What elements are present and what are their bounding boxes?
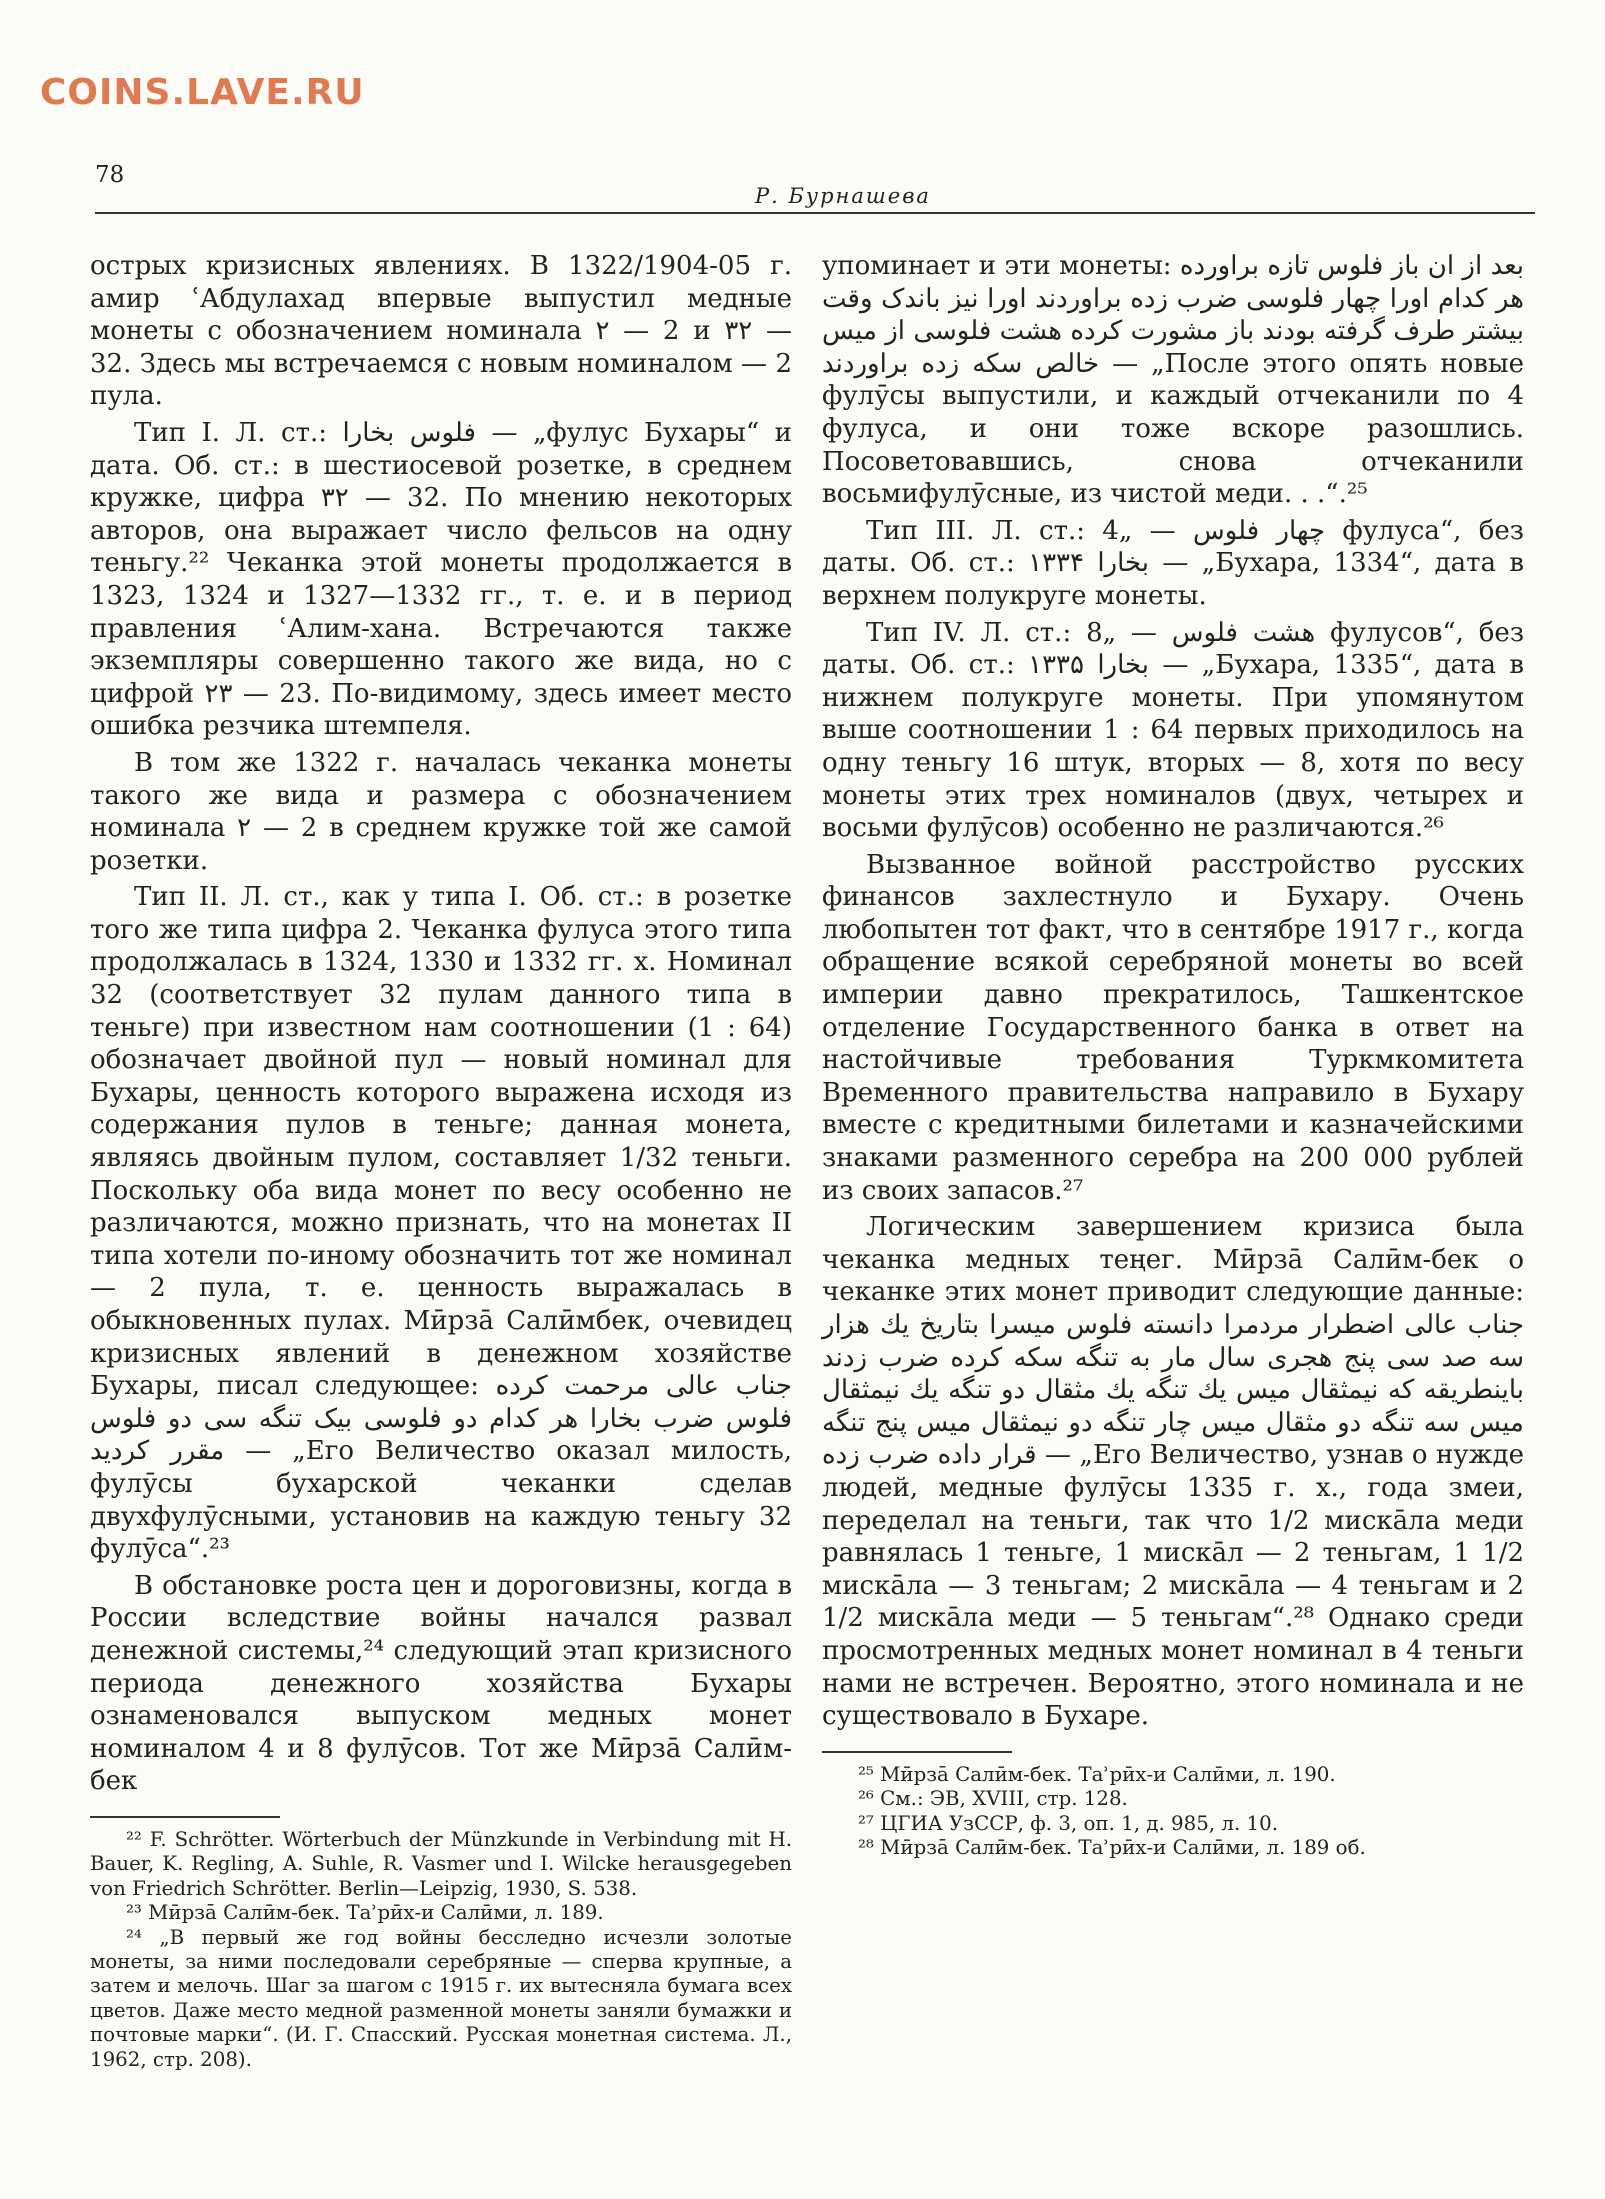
footnote: ²⁵ Мӣрза̄ Салӣм-бек. Таʾрӣх-и Салӣми, л. 190.: [858, 1762, 1336, 1786]
paragraph: В обстановке роста цен и дороговизны, когда в России вследствие войны начался развал денежной системы,²⁴ следующий этап кризисного периода денежного хозяйства Бухары ознаменовался выпуском медных монет номиналом 4 и 8 фулӯсов. Тот же Мӣрза̄ Салӣм-бек: [90, 1570, 792, 1797]
left-column: [90, 250, 792, 2072]
paragraph: Логическим завершением кризиса была чеканка медных теңег. Мӣрза̄ Салӣм-бек о чеканке этих монет приводит следующие данные: جناب عالی اضطرار مردمرا دانسته فلوس میسرا بتاریخ یك هزار سه صد سی پنج هجری سال مار به تنگه سکه کرده ضرب زدند باینطریقه که نیمثقال میس یك تنگه یك مثقال دو تنگه یك نیمثقال میس سه تنگه دو مثقال میس چار تنگه دو نیمثقال میس پنج تنگه قرار داده ضرب زده — „Его Величество, узнав о нужде людей, медные фулӯсы 1335 г. х., года змеи, переделал на теньги, так что 1/2 миска̄ла меди равнялась 1 теньге, 1 миска̄л — 2 теньгам, 1 1/2 миска̄ла — 3 теньгам; 2 миска̄ла — 4 теньгам и 2 1/2 миска̄ла меди — 5 теньгам“.²⁸ Однако среди просмотренных медных монет номинал в 4 теньги нами не встречен. Вероятно, этого номинала и не существовало в Бухаре.: [822, 1212, 1524, 1732]
paragraph: В том же 1322 г. началась чеканка монеты такого же вида и размера с обозначением номинала ۲ — 2 в среднем кружке той же самой розетки.: [90, 747, 792, 876]
footnote: ²⁸ Мӣрза̄ Салӣм-бек. Таʾрӣх-и Салӣми, л. 189 об.: [858, 1835, 1366, 1859]
running-head: Р. Бурнашева: [755, 184, 931, 208]
footnote-divider: [822, 1751, 1012, 1753]
footnote: ²⁴ „В первый же год войны бесследно исчезли золотые монеты, за ними последовали серебряные — сперва крупные, а затем и мелочь. Шаг за шагом с 1915 г. их вытесняла бумага всех цветов. Даже место медной разменной монеты заняли бумажки и почтовые марки“. (И. Г. Спасский. Русская монетная система. Л., 1962, стр. 208).: [90, 1925, 792, 2071]
paragraph: Тип I. Л. ст.: فلوس بخارا — „фулус Бухары“ и дата. Об. ст.: в шестиосевой розетке, в среднем кружке, цифра ۳۲ — 32. По мнению некоторых авторов, она выражает число фельсов на одну теньгу.²² Чеканка этой монеты продолжается в 1323, 1324 и 1327—1332 гг., т. е. и в период правления ʿАлим-хана. Встречаются также экземпляры совершенно такого же вида, но с цифрой ۲۳ — 23. По-видимому, здесь имеет место ошибка резчика штемпеля.: [90, 417, 792, 742]
footnote: ²⁷ ЦГИА УзССР, ф. 3, оп. 1, д. 985, л. 10.: [858, 1811, 1278, 1835]
paragraph: Тип II. Л. ст., как у типа I. Об. ст.: в розетке того же типа цифра 2. Чеканка фулуса этого типа продолжалась в 1324, 1330 и 1332 гг. х. Номинал 32 (соответствует 32 пулам данного типа в теньге) при известном нам соотношении (1 : 64) обозначает двойной пул — новый номинал для Бухары, ценность которого выражена исходя из содержания пулов в теньге; данная монета, являясь двойным пулом, составляет 1/32 теньги. Поскольку оба вида монет по весу особенно не различаются, можно признать, что на монетах II типа хотели по-иному обозначить тот же номинал — 2 пула, т. е. ценность выражалась в обыкновенных пулах. Мӣрза̄ Салӣмбек, очевидец кризисных явлений в денежном хозяйстве Бухары, писал следующее: جناب عالی مرحمت کرده فلوس ضرب بخارا هر کدام دو فلوسی بیک تنگه سی دو فلوس مقرر کردید — „Его Величество оказал милость, фулӯсы бухарской чеканки сделав двухфулӯсными, установив на каждую теньгу 32 фулӯса“.²³: [90, 882, 793, 1565]
paragraph: Тип IV. Л. ст.: هشت فلوس — „8 фулусов“, без даты. Об. ст.: ۱۳۳۵ بخارا — „Бухара, 1335“, дата в нижнем полукруге монеты. При упомянутом выше соотношении 1 : 64 первых приходилось на одну теньгу 16 штук, вторых — 8, хотя по весу монеты этих трех номиналов (двух, четырех и восьми фулӯсов) особенно не различаются.²⁶: [822, 617, 1525, 844]
page-header: [95, 162, 1535, 214]
footnote: ²³ Мӣрза̄ Салӣм-бек. Таʾрӣх-и Салӣми, л. 189.: [126, 1901, 604, 1925]
watermark: COINS.LAVE.RU: [40, 72, 365, 113]
paragraph: упоминает и эти монеты: بعد از ان باز فلوس تازه براورده هر کدام اورا چهار فلوسی ضرب زده براوردند اورا نیز باندک وقت بیشتر طرف گرفته بودند باز مشورت کرده هشت فلوسی از میس خالص سکه زده براوردند — „После этого опять новые фулӯсы выпустили, и каждый отчеканили по 4 фулуса, и они тоже вскоре разошлись. Посоветовавшись, снова отчеканили восьмифулӯсные, из чистой меди. . .“.²⁵: [822, 251, 1524, 510]
page-number: 78: [95, 162, 125, 188]
right-column: [822, 250, 1524, 1860]
footnote-divider: [90, 1816, 280, 1818]
footnote: ²⁶ См.: ЭВ, XVIII, стр. 128.: [858, 1787, 1128, 1811]
paragraph: острых кризисных явлениях. В 1322/1904-05 г. амир ʿАбдулахад впервые выпустил медные монеты с обозначением номинала ۲ — 2 и ۳۲ — 32. Здесь мы встречаемся с новым номиналом — 2 пула.: [90, 251, 792, 412]
paragraph: Тип III. Л. ст.: چهار فلوس — „4 фулуса“, без даты. Об. ст.: ۱۳۳۴ بخارا — „Бухара, 1334“, дата в верхнем полукруге монеты.: [822, 515, 1524, 611]
footnote: ²² F. Schrötter. Wörterbuch der Münzkunde in Verbindung mit H. Bauer, K. Regling, A. Suhle, R. Vasmer und I. Wilcke herausgegeben von Friedrich Schrötter. Berlin—Leipzig, 1930, S. 538.: [90, 1827, 792, 1900]
paragraph: Вызванное войной расстройство русских финансов захлестнуло и Бухару. Очень любопытен тот факт, что в сентябре 1917 г., когда обращение всякой серебряной монеты во всей империи давно прекратилось, Ташкентское отделение Государственного банка в ответ на настойчивые требования Туркмкомитета Временного правительства направило в Бухару вместе с кредитными билетами и казначейскими знаками разменного серебра на 200 000 рублей из своих запасов.²⁷: [822, 849, 1524, 1206]
